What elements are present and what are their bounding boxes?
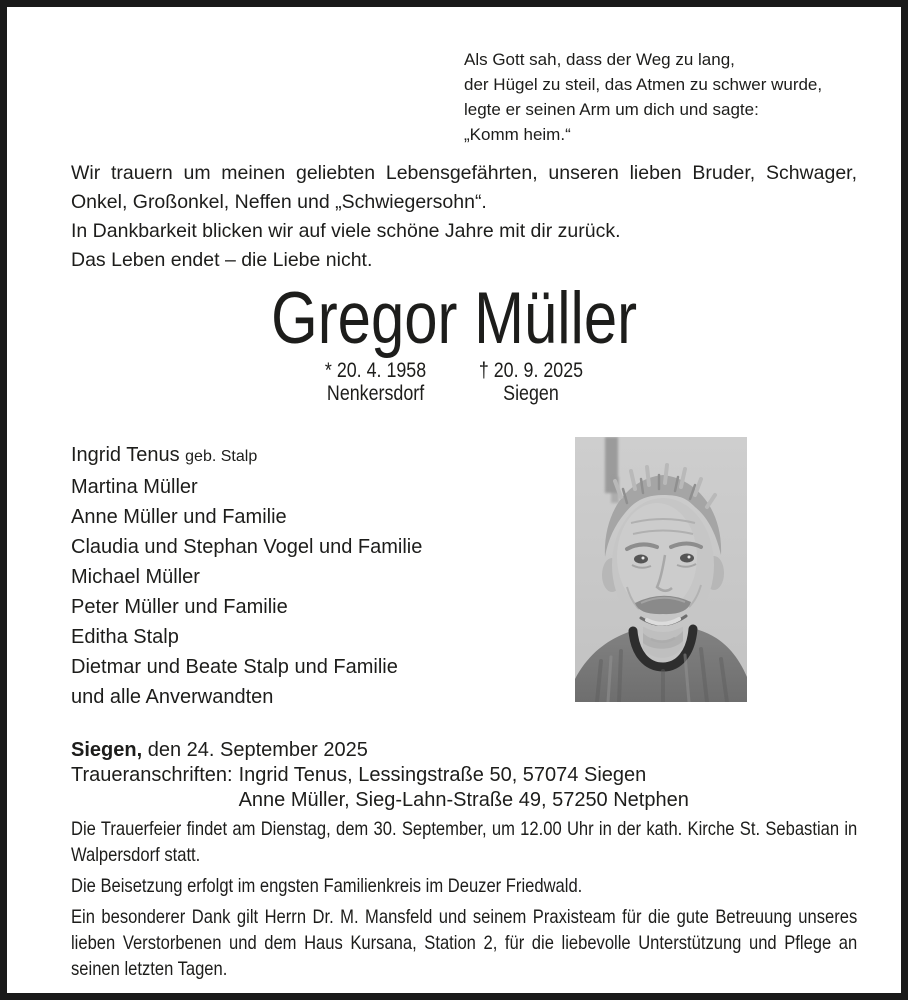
intro-block [71,159,857,275]
verse-block [464,47,864,147]
note-beisetzung: Die Beisetzung erfolgt im engsten Familienkreis im Deuzer Friedwald. [71,875,583,897]
dateline-date: den 24. September 2025 [142,739,368,761]
closing-block [71,738,857,813]
intro-paragraph: Wir trauern um meinen geliebten Lebensgefährten, unseren lieben Bruder, Schwager, Onkel, Großonkel, Neffen und „Schwiegersohn“. [71,162,857,213]
deceased-name-row [7,278,901,359]
death-date: † 20. 9. 2025 [478,359,584,382]
mourner-line: Peter Müller und Familie [71,596,288,618]
mourner-birthname-note: geb. Stalp [185,448,258,465]
birth-info [325,359,426,405]
address-line: Ingrid Tenus, Lessingstraße 50, 57074 Siegen [238,764,647,786]
dateline [71,738,857,763]
mourner-line [71,440,541,472]
verse-line: legte er seinen Arm um dich und sagte: [464,100,759,119]
dateline-city: Siegen, [71,739,143,761]
intro-paragraph: Das Leben endet – die Liebe nicht. [71,249,373,271]
life-dates [74,359,834,405]
death-place: Siegen [503,382,559,405]
death-info [479,359,583,405]
mourner-line: und alle Anverwandten [71,686,274,708]
mourner-name: Ingrid Tenus [71,444,180,466]
verse-line: der Hügel zu steil, das Atmen zu schwer wurde, [464,75,823,94]
portrait-photo [575,437,747,702]
addresses [71,763,857,813]
mourner-line: Claudia und Stephan Vogel und Familie [71,536,423,558]
birth-place: Nenkersdorf [326,382,425,405]
mourner-line: Dietmar und Beate Stalp und Familie [71,656,398,678]
note-trauerfeier: Die Trauerfeier findet am Dienstag, dem 30. September, um 12.00 Uhr in der kath. Kirche St. Sebastian in Walpersdorf statt. [71,818,858,866]
mourner-line: Martina Müller [71,476,198,498]
note-dank: Ein besonderer Dank gilt Herrn Dr. M. Mansfeld und seinem Praxisteam für die gute Betreuung unseres lieben Verstorbenen und dem Haus Kursana, Station 2, für die liebevolle Unterstützung und Pflege an seinen letzten Tagen. [71,906,858,980]
mourner-line: Michael Müller [71,566,200,588]
verse-line: Als Gott sah, dass der Weg zu lang, [464,50,735,69]
address-line: Anne Müller, Sieg-Lahn-Straße 49, 57250 Netphen [238,789,689,811]
birth-date: * 20. 4. 1958 [324,359,427,382]
mourner-line: Editha Stalp [71,626,179,648]
intro-paragraph: In Dankbarkeit blicken wir auf viele schöne Jahre mit dir zurück. [71,220,621,242]
verse-line: „Komm heim.“ [464,125,571,144]
mourner-line: Anne Müller und Familie [71,506,287,528]
deceased-name: Gregor Müller [271,278,637,359]
addresses-lines [239,763,689,813]
mourners-list [71,440,541,712]
funeral-notes [71,816,857,982]
portrait-photo-image [575,437,747,702]
addresses-label: Traueranschriften: [71,764,233,786]
